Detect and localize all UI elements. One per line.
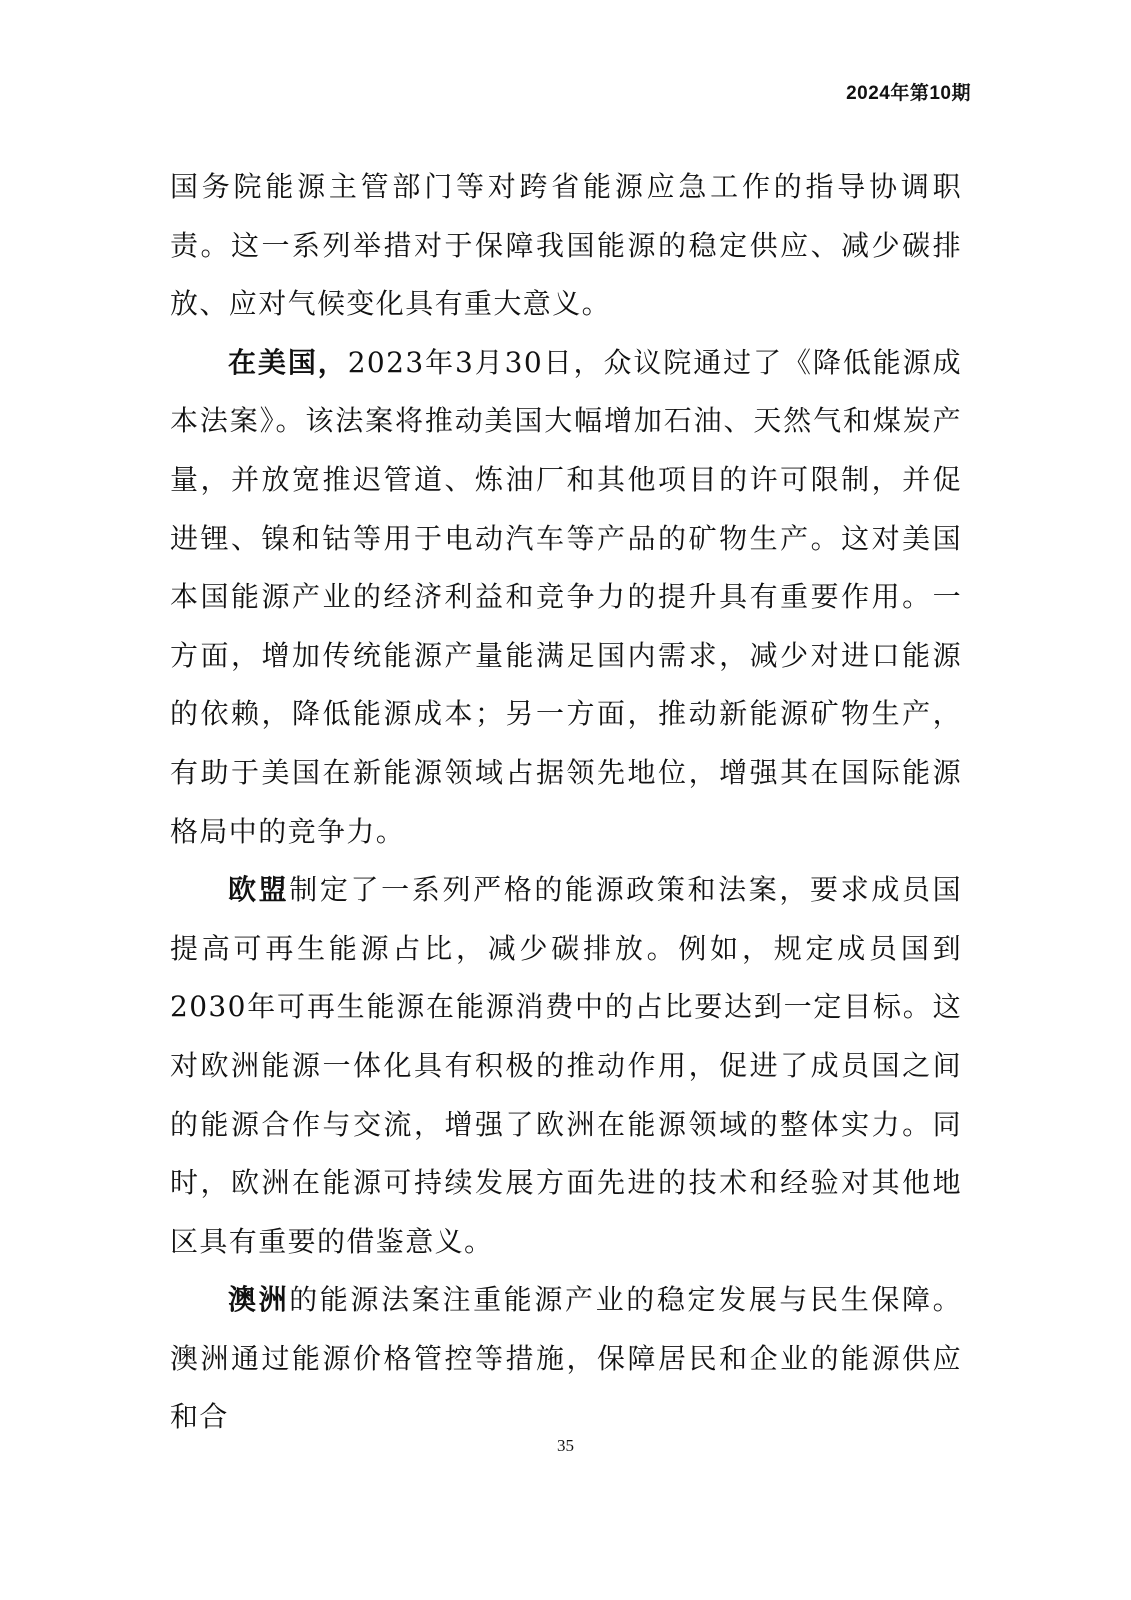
paragraph-text: 2023年3月30日，众议院通过了《降低能源成本法案》。该法案将推动美国大幅增加石油、天然气和煤炭产量，并放宽推迟管道、炼油厂和其他项目的许可限制，并促进锂、镍和钴等用于电动汽车等产品的矿物生产。这对美国本国能源产业的经济利益和竞争力的提升具有重要作用。一方面，增加传统能源产量能满足国内需求，减少对进口能源的依赖，降低能源成本；另一方面，推动新能源矿物生产，有助于美国在新能源领域占据领先地位，增强其在国际能源格局中的竞争力。 bbox=[170, 345, 963, 848]
issue-header: 2024年第10期 bbox=[846, 83, 971, 104]
paragraph-lead-usa: 在美国， bbox=[228, 345, 348, 379]
paragraph-lead-australia: 澳洲 bbox=[228, 1283, 290, 1317]
paragraph-text: 国务院能源主管部门等对跨省能源应急工作的指导协调职责。这一系列举措对于保障我国能源的稳定供应、减少碳排放、应对气候变化具有重大意义。 bbox=[170, 170, 962, 321]
paragraph-lead-eu: 欧盟 bbox=[228, 873, 290, 907]
paragraph-text: 的能源法案注重能源产业的稳定发展与民生保障。澳洲通过能源价格管控等措施，保障居民和企业的能源供应和合 bbox=[170, 1283, 962, 1434]
paragraph-australia bbox=[170, 1271, 962, 1447]
page-number: 35 bbox=[557, 1436, 574, 1455]
paragraph-usa bbox=[170, 334, 962, 861]
paragraph-continuation bbox=[170, 158, 962, 334]
article-body bbox=[170, 158, 962, 1447]
paragraph-text: 制定了一系列严格的能源政策和法案，要求成员国提高可再生能源占比，减少碳排放。例如，规定成员国到2030年可再生能源在能源消费中的占比要达到一定目标。这对欧洲能源一体化具有积极的推动作用，促进了成员国之间的能源合作与交流，增强了欧洲在能源领域的整体实力。同时，欧洲在能源可持续发展方面先进的技术和经验对其他地区具有重要的借鉴意义。 bbox=[170, 873, 962, 1258]
paragraph-eu bbox=[170, 861, 962, 1271]
